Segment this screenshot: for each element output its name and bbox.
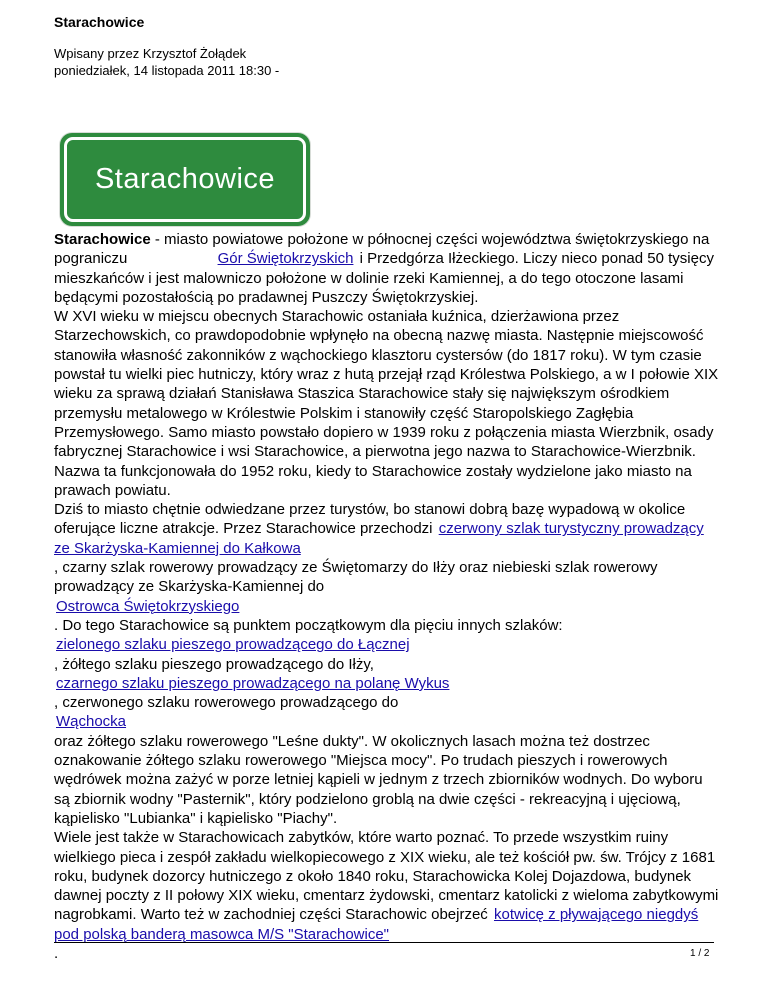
text-p3d: , żółtego szlaku pieszego prowadzącego do Iłży, [54, 655, 374, 673]
text-p4b: . [54, 944, 59, 962]
lead-bold: Starachowice [54, 231, 151, 248]
city-sign-image [60, 133, 310, 226]
author-line: Wpisany przez Krzysztof Żołądek [54, 46, 247, 61]
paragraph-monuments [54, 828, 722, 963]
paragraph-history: W XVI wieku w miejscu obecnych Starachowic ostaniała kuźnica, dzierżawiona przez Starzechowskich, co prawdopodobnie wpłynęło na obecną nazwę miasta. Następnie miejscowość stanowiła własność zakonników z wąchockiego klasztoru cystersów (do 1817 roku). W tym czasie powstał tu wielki piec hutniczy, który wraz z hutą przejął rząd Królestwa Polskiego, a w I połowie XIX wieku za sprawą działań Stanisława Staszica Starachowice stały się największym ośrodkiem przemysłu metalowego w Królestwie Polskim i stanowiły część Staropolskiego Zagłębia Przemysłowego. Samo miasto powstało dopiero w 1939 roku z połączenia miasta Wierzbnik, osady fabrycznej Starachowice i wsi Starachowice, a pierwotna jego nazwa to Starachowice-Wierzbnik. Nazwa ta funkcjonowała do 1952 roku, kiedy to Starachowice zostały wydzielone jako miasto na prawach powiatu. [54, 308, 719, 499]
text-p1b: i Przedgórza Iłżeckiego. Liczy nieco ponad 50 tysięcy mieszkańców i jest malowniczo położone w dolinie rzeki Kamiennej, a do tego otoczone lasami będącymi pozostałością po pradawnej Puszczy Świętokrzyskiej. [54, 250, 714, 306]
paragraph-tourism [54, 500, 722, 828]
text-p1a: - miasto powiatowe położone w północnej części województwa świętokrzyskiego na pograniczu [54, 231, 710, 268]
page-number: 1 / 2 [690, 948, 710, 959]
link-zielony-szlak[interactable]: zielonego szlaku pieszego prowadzącego do Łącznej [56, 636, 410, 654]
link-kotwica[interactable]: kotwicę z pływającego niegdyś pod polską banderą masowca M/S "Starachowice" [54, 906, 699, 943]
text-p3b: , czarny szlak rowerowy prowadzący ze Świętomarzy do Iłży oraz niebieski szlak rowerowy prowadzący ze Skarżyska-Kamiennej do [54, 559, 658, 596]
link-czarny-szlak[interactable]: czarnego szlaku pieszego prowadzącego na polanę Wykus [56, 674, 450, 692]
text-p4a: Wiele jest także w Starachowicach zabytków, które warto poznać. To przede wszystkim ruiny wielkiego pieca i zespół zakładu wielkopiecowego z XIX wieku, ale też kościół pw. św. Trójcy z 1681 roku, budynek dozorcy hutniczego z około 1840 roku, Starachowicka Kolej Dojazdowa, budynek dawnej poczty z II połowy XIX wieku, cmentarz żydowski, cmentarz katolicki z wieloma zabytkowymi nagrobkami. Warto też w zachodniej części Starachowic obejrzeć [54, 829, 719, 924]
paragraph-intro [54, 230, 722, 307]
text-p3f: oraz żółtego szlaku rowerowego "Leśne dukty". W okolicznych lasach można też dostrzec oznakowanie żółtego szlaku rowerowego "Miejsca mocy". Po trudach pieszych i rowerowych wędrówek można zażyć w porze letniej kąpieli w jednym z trzech zbiorników wodnych. Do wyboru są zbiornik wodny "Pasternik", który podzielono groblą na dwie części - rekreacyjną i ujęciową, kąpielisko "Lubianka" i kąpielisko "Piachy". [54, 732, 703, 827]
text-p3e: , czerwonego szlaku rowerowego prowadzącego do [54, 694, 399, 712]
city-sign-text: Starachowice [64, 137, 306, 222]
link-wachock[interactable]: Wąchocka [56, 713, 127, 731]
footer-divider [54, 942, 714, 943]
text-p3c: . Do tego Starachowice są punktem początkowym dla pięciu innych szlaków: [54, 616, 563, 634]
link-gory-swietokrzyskie[interactable]: Gór Świętokrzyskich [217, 250, 354, 268]
link-ostrowiec[interactable]: Ostrowca Świętokrzyskiego [56, 597, 240, 615]
article-body [54, 230, 722, 963]
date-line: poniedziałek, 14 listopada 2011 18:30 - [54, 63, 280, 78]
document-title: Starachowice [54, 14, 145, 30]
link-czerwony-szlak[interactable]: czerwony szlak turystyczny prowadzący ze Skarżyska-Kamiennej do Kałkowa [54, 520, 704, 557]
text-p3a: Dziś to miasto chętnie odwiedzane przez turystów, bo stanowi dobrą bazę wypadową w okolice oferujące liczne atrakcje. Przez Starachowice przechodzi [54, 501, 686, 538]
